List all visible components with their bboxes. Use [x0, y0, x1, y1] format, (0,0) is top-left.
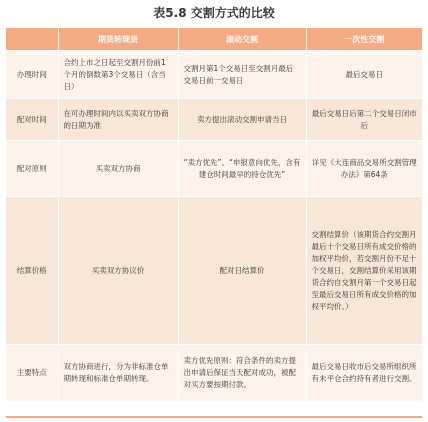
row-label: 配对时间 — [6, 99, 58, 141]
table-cell: 交割结算价（该期货合约交割月最后十个交易日所有成交价格的加权平均价，若交割月份不足十个交易日，交割结算价采用该期货合约自交割月第一个交易日起至最后交易日所有成交价格的加权平均价。） — [306, 197, 422, 345]
table-cell: “卖方优先”、“申报意向优先、含有建仓时间最早的持仓优先” — [178, 141, 306, 197]
table-cell: 卖方提出滚动交割申请当日 — [178, 99, 306, 141]
row-label: 结算价格 — [6, 197, 58, 345]
comparison-table — [6, 28, 422, 401]
header-corner — [6, 28, 58, 51]
table-row — [6, 345, 422, 401]
table-cell: 买卖双方协商 — [58, 141, 178, 197]
table-cell: 配对日结算价 — [178, 197, 306, 345]
table-cell: 合约上市之日起至交割月份前1个月的倒数第3个交易日（含当日） — [58, 51, 178, 99]
table-row — [6, 99, 422, 141]
table-cell: 在可办理时间内以买卖双方协商的日期为准 — [58, 99, 178, 141]
header-one-time-delivery: 一次性交割 — [306, 28, 422, 51]
header-row — [6, 28, 422, 51]
table-cell: 详见《大连商品交易所交割管理办法》第64条 — [306, 141, 422, 197]
table-cell: 交割月第1个交易日至交割月最后交易日前一交易日 — [178, 51, 306, 99]
table-cell: 双方协商进行，分为非标准仓单期转现和标准仓单期转现。 — [58, 345, 178, 401]
table-cell: 买卖双方协议价 — [58, 197, 178, 345]
row-label: 配对原则 — [6, 141, 58, 197]
table-row — [6, 197, 422, 345]
row-label: 主要特点 — [6, 345, 58, 401]
table-row — [6, 51, 422, 99]
table-cell: 最后交易日后第二个交易日闭市后 — [306, 99, 422, 141]
header-rolling-delivery: 滚动交割 — [178, 28, 306, 51]
table-title: 表5.8 交割方式的比较 — [153, 6, 275, 20]
table-cell: 最后交易日 — [306, 51, 422, 99]
table-bottom-rule — [6, 416, 422, 418]
header-futures-to-spot: 期货转现货 — [58, 28, 178, 51]
table-cell: 最后交易日收市后交易所组织所有未平仓合约持有者进行交割。 — [306, 345, 422, 401]
table-cell: 卖方优先原则：符合条件的卖方提出申请后保证当天配对成功，被配对买方要按期付款。 — [178, 345, 306, 401]
table-row — [6, 141, 422, 197]
row-label: 办理时间 — [6, 51, 58, 99]
